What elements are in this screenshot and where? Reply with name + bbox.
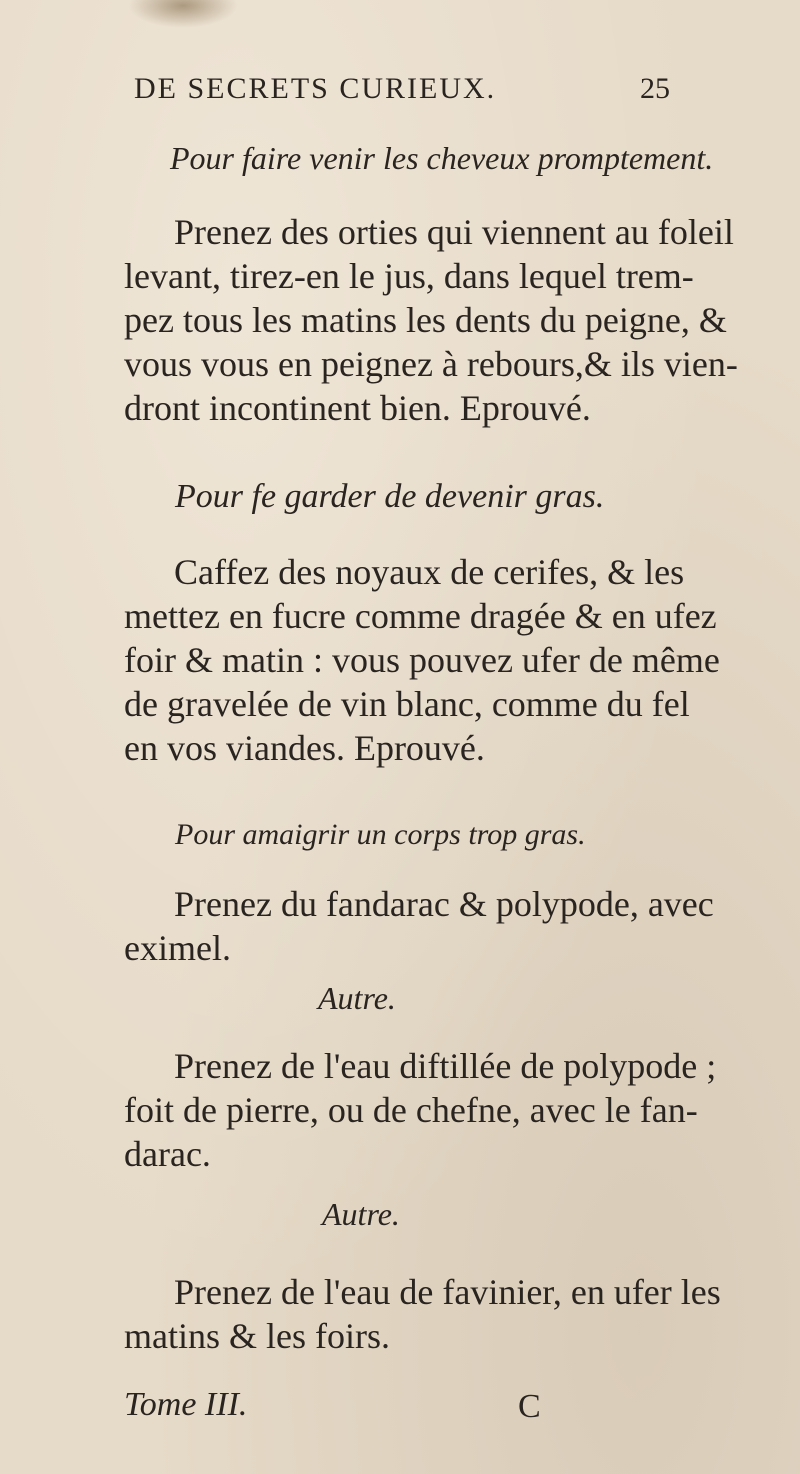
section-title: Pour faire venir les cheveux promptement. [170, 140, 714, 176]
text-line: mettez en fucre comme dragée & en ufez [124, 596, 717, 636]
text-line: pez tous les matins les dents du peigne, & [124, 300, 727, 340]
volume-label: Tome III. [124, 1386, 248, 1423]
text-line: eximel. [124, 928, 231, 968]
section-body [124, 210, 738, 430]
text-line: Caffez des noyaux de cerifes, & les [174, 552, 685, 592]
section-title: Pour amaigrir un corps trop gras. [175, 818, 586, 851]
section-body [124, 550, 720, 770]
text-line: en vos viandes. Eprouvé. [124, 728, 485, 768]
text-line: foir & matin : vous pouvez ufer de même [124, 640, 720, 680]
ink-stain [128, 0, 238, 28]
section-body [124, 882, 714, 970]
section-body [124, 1044, 716, 1176]
section-title: Pour fe garder de devenir gras. [175, 478, 605, 515]
signature-mark: C [518, 1388, 541, 1425]
text-line: dront incontinent bien. Eprouvé. [124, 388, 591, 428]
text-line: levant, tirez-en le jus, dans lequel trem- [124, 256, 694, 296]
text-line: vous vous en peignez à rebours,& ils vien- [124, 344, 738, 384]
text-line: Prenez de l'eau de favinier, en ufer les [174, 1272, 721, 1312]
text-line: darac. [124, 1134, 211, 1174]
text-line: Prenez des orties qui viennent au foleil [174, 212, 734, 252]
section-body [124, 1270, 721, 1358]
text-line: de gravelée de vin blanc, comme du fel [124, 684, 690, 724]
text-line: Prenez du fandarac & polypode, avec [174, 884, 714, 924]
running-header [110, 72, 670, 122]
text-line: foit de pierre, ou de chefne, avec le fan- [124, 1090, 698, 1130]
text-line: Prenez de l'eau diftillée de polypode ; [174, 1046, 717, 1086]
running-title: DE SECRETS CURIEUX. [134, 72, 497, 105]
section-title: Autre. [318, 980, 396, 1016]
section-title: Autre. [322, 1196, 400, 1232]
text-line: matins & les foirs. [124, 1316, 390, 1356]
page-number: 25 [640, 72, 670, 105]
